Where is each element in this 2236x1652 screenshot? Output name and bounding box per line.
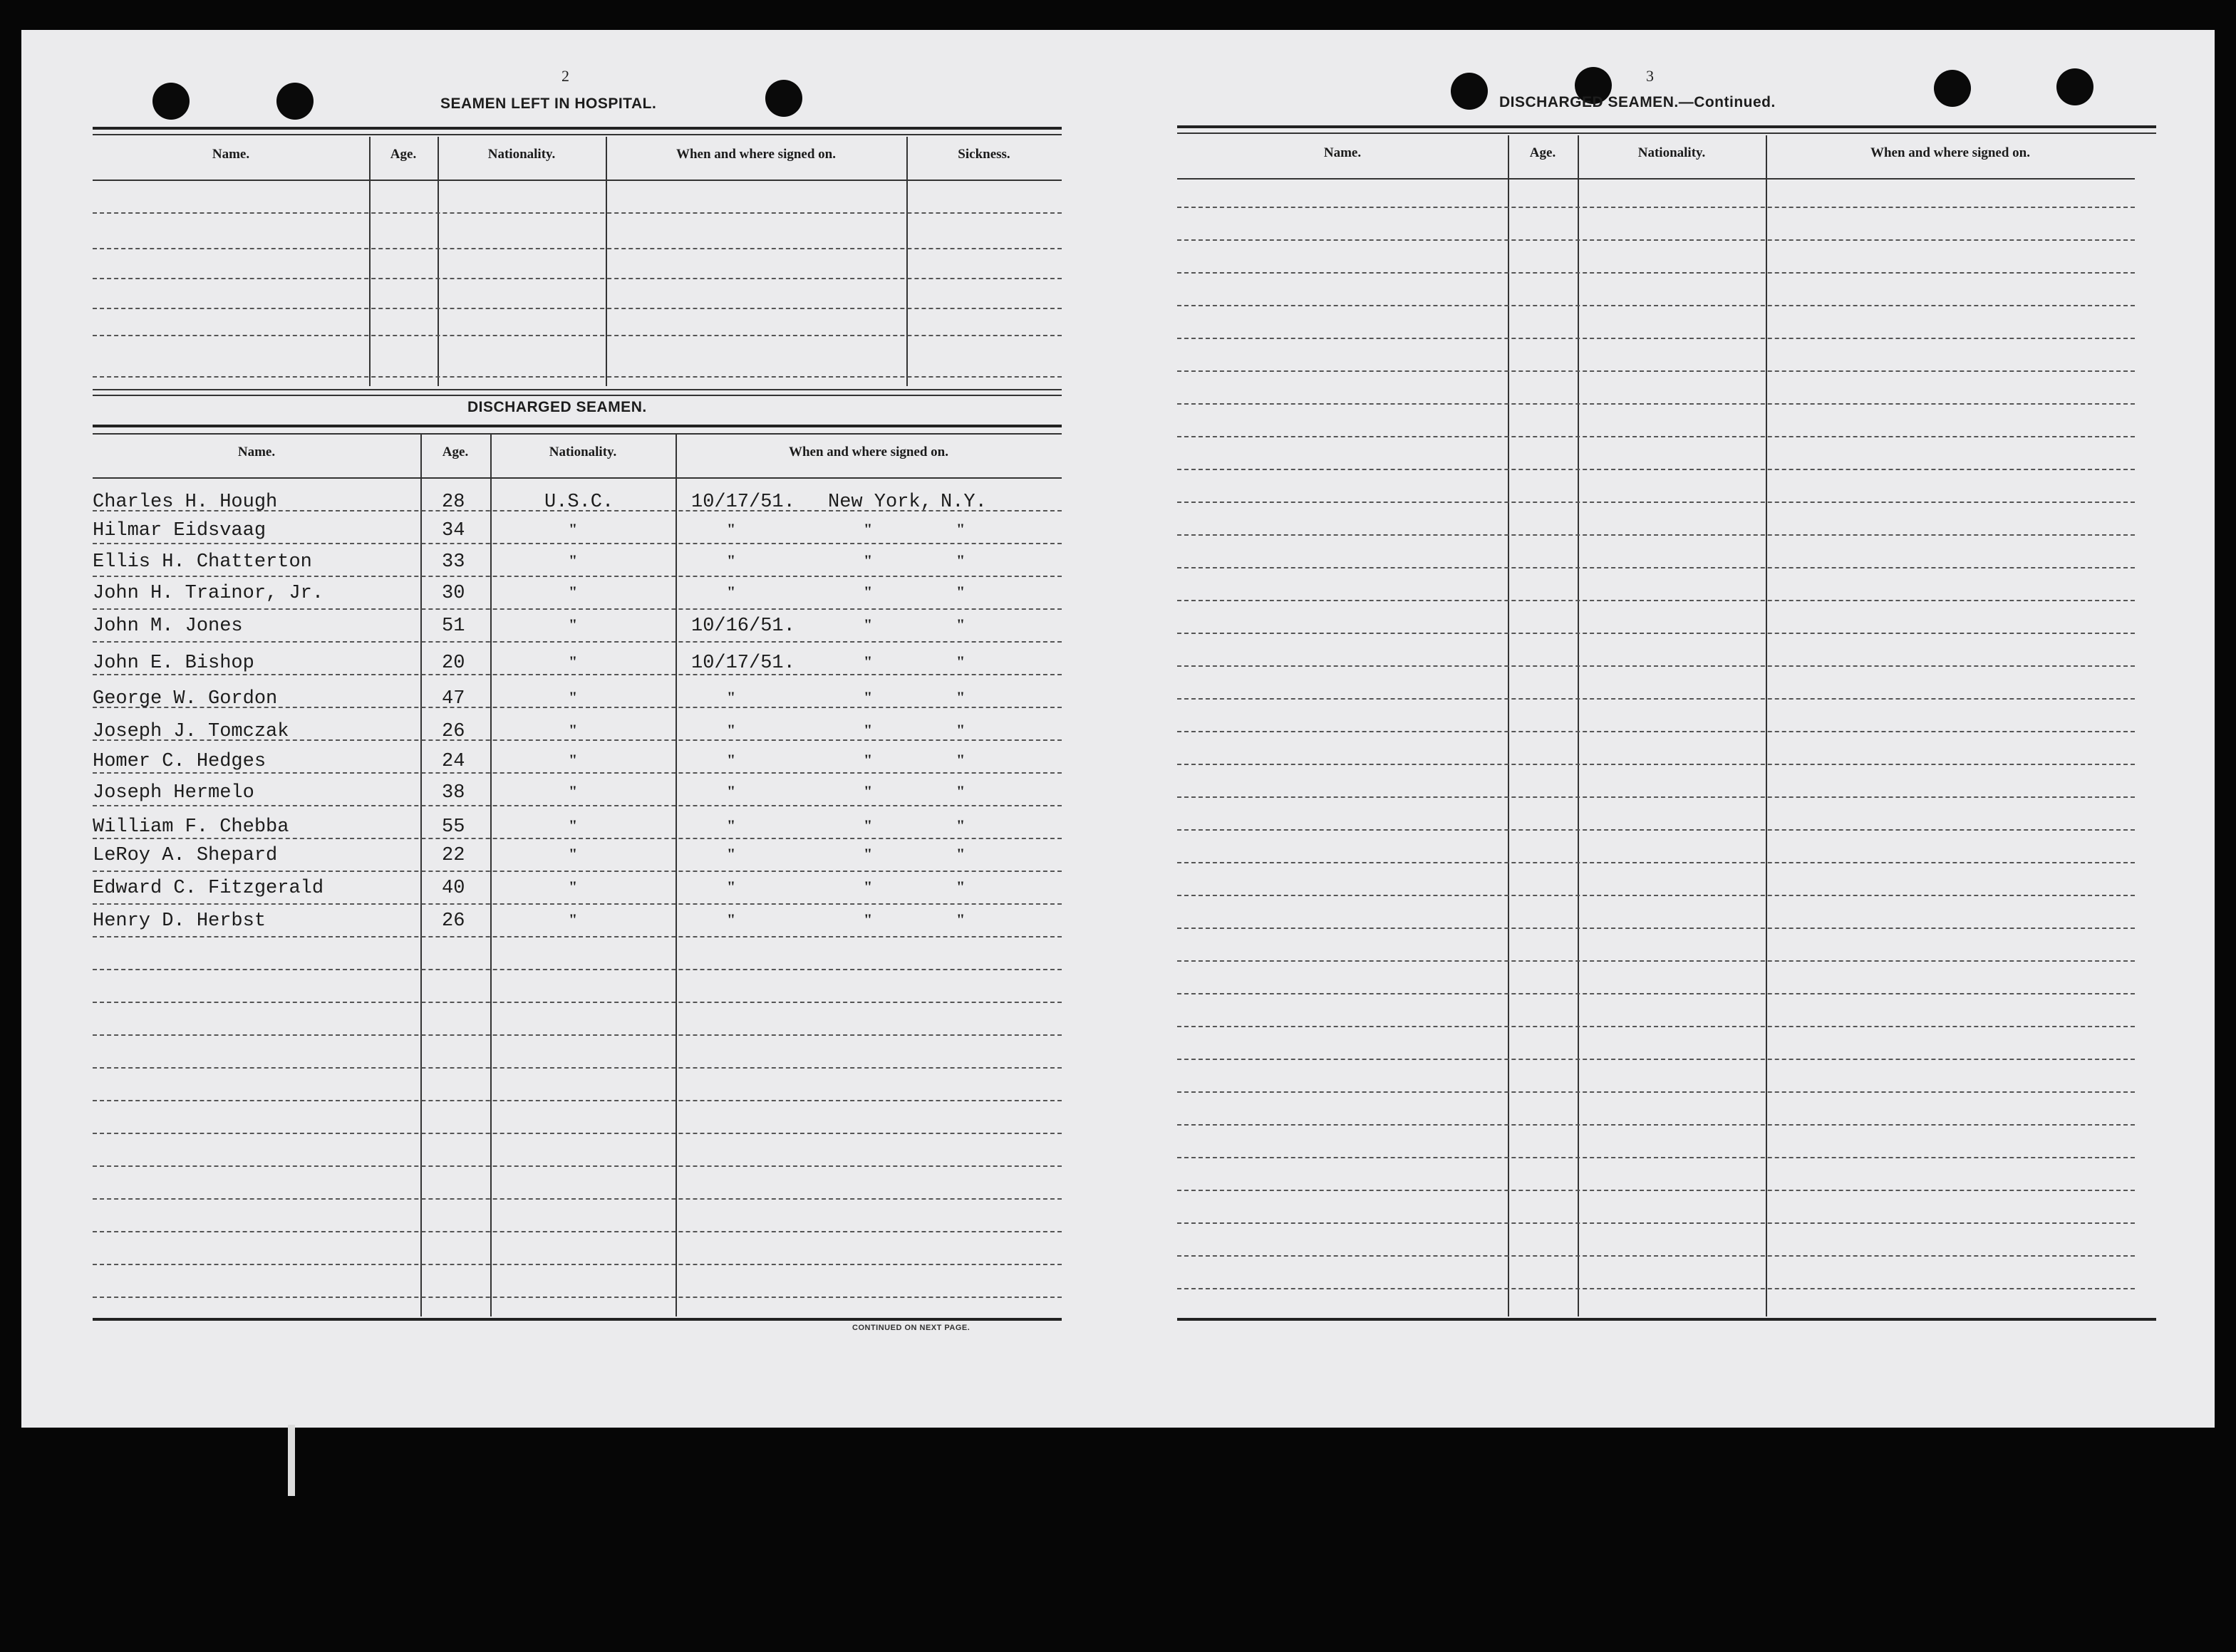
seaman-age: 38 [442,782,465,804]
signed-on-state: " [956,782,966,800]
row-line [1177,1059,2135,1060]
seaman-nationality: " [569,782,578,800]
signed-on-city: " [864,615,873,633]
row-line [93,772,1062,774]
rule [93,180,1062,181]
row-line [1177,436,2135,437]
row-line [1177,764,2135,765]
column-header: Sickness. [958,147,1010,162]
row-line [1177,928,2135,929]
signed-on-date: 10/16/51. [691,615,795,637]
seaman-name: George W. Gordon [93,688,278,710]
signed-on-state: " [956,615,966,633]
row-line [93,543,1062,544]
row-line [1177,796,2135,798]
seaman-nationality: " [569,721,578,739]
seaman-name: William F. Chebba [93,816,289,838]
row-line [93,1067,1062,1069]
row-line [1177,370,2135,372]
row-line [93,936,1062,937]
seaman-name: Joseph Hermelo [93,782,254,804]
signed-on-city: " [864,751,873,769]
page-number: 2 [561,67,569,85]
signed-on-city: " [864,845,873,863]
seaman-age: 28 [442,492,465,513]
seaman-nationality: " [569,878,578,895]
signed-on-date: " [727,910,736,928]
row-line [93,1133,1062,1134]
signed-on-date: 10/17/51. [691,492,795,513]
signed-on-date: " [727,751,736,769]
seaman-name: Charles H. Hough [93,492,278,513]
rule [93,433,1062,435]
seaman-nationality: " [569,615,578,633]
rule [93,127,1062,130]
column-divider [1766,135,1767,1316]
row-line [1177,338,2135,339]
seaman-name: LeRoy A. Shepard [93,845,278,866]
seaman-nationality: " [569,520,578,538]
seaman-name: John H. Trainor, Jr. [93,583,324,604]
seaman-age: 30 [442,583,465,604]
row-line [1177,305,2135,306]
row-line [93,871,1062,872]
seaman-name: Homer C. Hedges [93,751,266,772]
column-header: Nationality. [549,445,617,459]
signed-on-state: " [956,653,966,670]
row-line [93,641,1062,643]
signed-on-date: " [727,845,736,863]
discharged-section-title: DISCHARGED SEAMEN. [467,399,647,415]
seaman-name: Edward C. Fitzgerald [93,878,324,899]
row-line [1177,665,2135,667]
signed-on-state: " [956,845,966,863]
row-line [1177,469,2135,470]
signed-on-city: " [864,551,873,569]
column-divider [906,137,908,386]
row-line [1177,993,2135,994]
column-header: When and where signed on. [788,445,948,459]
rule [1177,133,2156,134]
row-line [1177,1288,2135,1289]
signed-on-state: " [956,688,966,706]
signed-on-city: " [864,910,873,928]
seaman-age: 22 [442,845,465,866]
punch-hole [1934,70,1971,107]
row-line [1177,239,2135,241]
row-line [1177,1157,2135,1158]
row-line [93,212,1062,214]
row-line [1177,1091,2135,1093]
signed-on-city: " [864,878,873,895]
column-header: Age. [442,445,469,459]
row-line [93,308,1062,309]
seaman-nationality: " [569,816,578,834]
seaman-name: Henry D. Herbst [93,910,266,932]
ledger-paper [21,30,2215,1428]
signed-on-city: " [864,520,873,538]
column-header: When and where signed on. [1870,145,2030,160]
signed-on-date: " [727,816,736,834]
signed-on-date: 10/17/51. [691,653,795,674]
row-line [1177,1190,2135,1191]
signed-on-date: " [727,878,736,895]
seaman-nationality: " [569,751,578,769]
seaman-nationality: " [569,910,578,928]
row-line [1177,633,2135,634]
row-line [93,969,1062,970]
column-divider [606,137,607,386]
seaman-nationality: U.S.C. [544,492,614,513]
column-divider [420,435,422,1316]
row-line [1177,698,2135,700]
signed-on-state: " [956,583,966,601]
signed-on-city: New York, [828,492,932,513]
signed-on-city: " [864,688,873,706]
seaman-age: 51 [442,615,465,637]
row-line [1177,502,2135,503]
seaman-age: 40 [442,878,465,899]
column-divider [1508,135,1509,1316]
seaman-age: 55 [442,816,465,838]
column-divider [1578,135,1579,1316]
row-line [93,1264,1062,1265]
seaman-age: 33 [442,551,465,573]
column-header: Name. [237,445,276,459]
row-line [93,1100,1062,1101]
discharged-continued-title: DISCHARGED SEAMEN.—Continued. [1499,94,1776,110]
signed-on-state: N.Y. [941,492,987,513]
hospital-section-title: SEAMEN LEFT IN HOSPITAL. [440,95,657,112]
row-line [1177,403,2135,405]
signed-on-state: " [956,520,966,538]
signed-on-city: " [864,782,873,800]
punch-hole [765,80,802,117]
rule [1177,125,2156,128]
row-line [93,335,1062,336]
rule [1177,1318,2156,1321]
row-line [93,1002,1062,1003]
seaman-name: Ellis H. Chatterton [93,551,312,573]
rule [1177,178,2135,180]
signed-on-state: " [956,751,966,769]
rule [93,1318,1062,1321]
seaman-nationality: " [569,688,578,706]
row-line [93,903,1062,905]
signed-on-date: " [727,520,736,538]
seaman-name: John M. Jones [93,615,243,637]
row-line [1177,1255,2135,1257]
seaman-nationality: " [569,583,578,601]
punch-hole [276,83,314,120]
row-line [93,576,1062,577]
row-line [93,248,1062,249]
column-divider [438,137,439,386]
row-line [93,674,1062,675]
row-line [1177,895,2135,896]
seaman-age: 26 [442,910,465,932]
signed-on-date: " [727,583,736,601]
row-line [1177,829,2135,831]
signed-on-state: " [956,721,966,739]
seaman-name: John E. Bishop [93,653,254,674]
column-header: Name. [212,147,250,162]
signed-on-city: " [864,816,873,834]
row-line [93,838,1062,839]
row-line [93,805,1062,806]
row-line [1177,960,2135,962]
signed-on-state: " [956,816,966,834]
row-line [93,278,1062,279]
seaman-nationality: " [569,551,578,569]
row-line [93,376,1062,378]
rule [93,134,1062,135]
signed-on-city: " [864,721,873,739]
column-header: Age. [390,147,417,162]
column-divider [369,137,371,386]
signed-on-city: " [864,583,873,601]
signed-on-date: " [727,551,736,569]
rule [93,425,1062,427]
row-line [1177,600,2135,601]
row-line [1177,272,2135,274]
row-line [1177,534,2135,536]
row-line [93,1165,1062,1167]
column-header: Nationality. [1637,145,1706,160]
punch-hole [1451,73,1488,110]
column-divider [490,435,492,1316]
seaman-nationality: " [569,845,578,863]
row-line [1177,1222,2135,1224]
row-line [1177,207,2135,208]
row-line [93,1231,1062,1232]
column-header: Age. [1529,145,1556,160]
punch-hole [2056,68,2093,105]
seaman-age: 26 [442,721,465,742]
signed-on-state: " [956,878,966,895]
column-header: Nationality. [487,147,556,162]
column-header: Name. [1323,145,1362,160]
seaman-age: 24 [442,751,465,772]
signed-on-date: " [727,688,736,706]
column-divider [676,435,677,1316]
row-line [93,1198,1062,1200]
signed-on-city: " [864,653,873,670]
row-line [1177,862,2135,863]
seaman-age: 20 [442,653,465,674]
signed-on-state: " [956,910,966,928]
signed-on-date: " [727,721,736,739]
signed-on-date: " [727,782,736,800]
signed-on-state: " [956,551,966,569]
row-line [1177,731,2135,732]
row-line [1177,567,2135,568]
scan-artifact [288,1425,295,1496]
row-line [93,1297,1062,1298]
seaman-nationality: " [569,653,578,670]
continued-note: CONTINUED ON NEXT PAGE. [852,1324,971,1332]
seaman-name: Joseph J. Tomczak [93,721,289,742]
seaman-age: 34 [442,520,465,541]
rule [93,389,1062,390]
page-number: 3 [1646,67,1654,85]
row-line [1177,1026,2135,1027]
seaman-name: Hilmar Eidsvaag [93,520,266,541]
rule [93,395,1062,396]
row-line [93,1034,1062,1036]
rule [93,477,1062,479]
row-line [1177,1124,2135,1126]
seaman-age: 47 [442,688,465,710]
column-header: When and where signed on. [676,147,836,162]
row-line [93,608,1062,610]
punch-hole [152,83,190,120]
